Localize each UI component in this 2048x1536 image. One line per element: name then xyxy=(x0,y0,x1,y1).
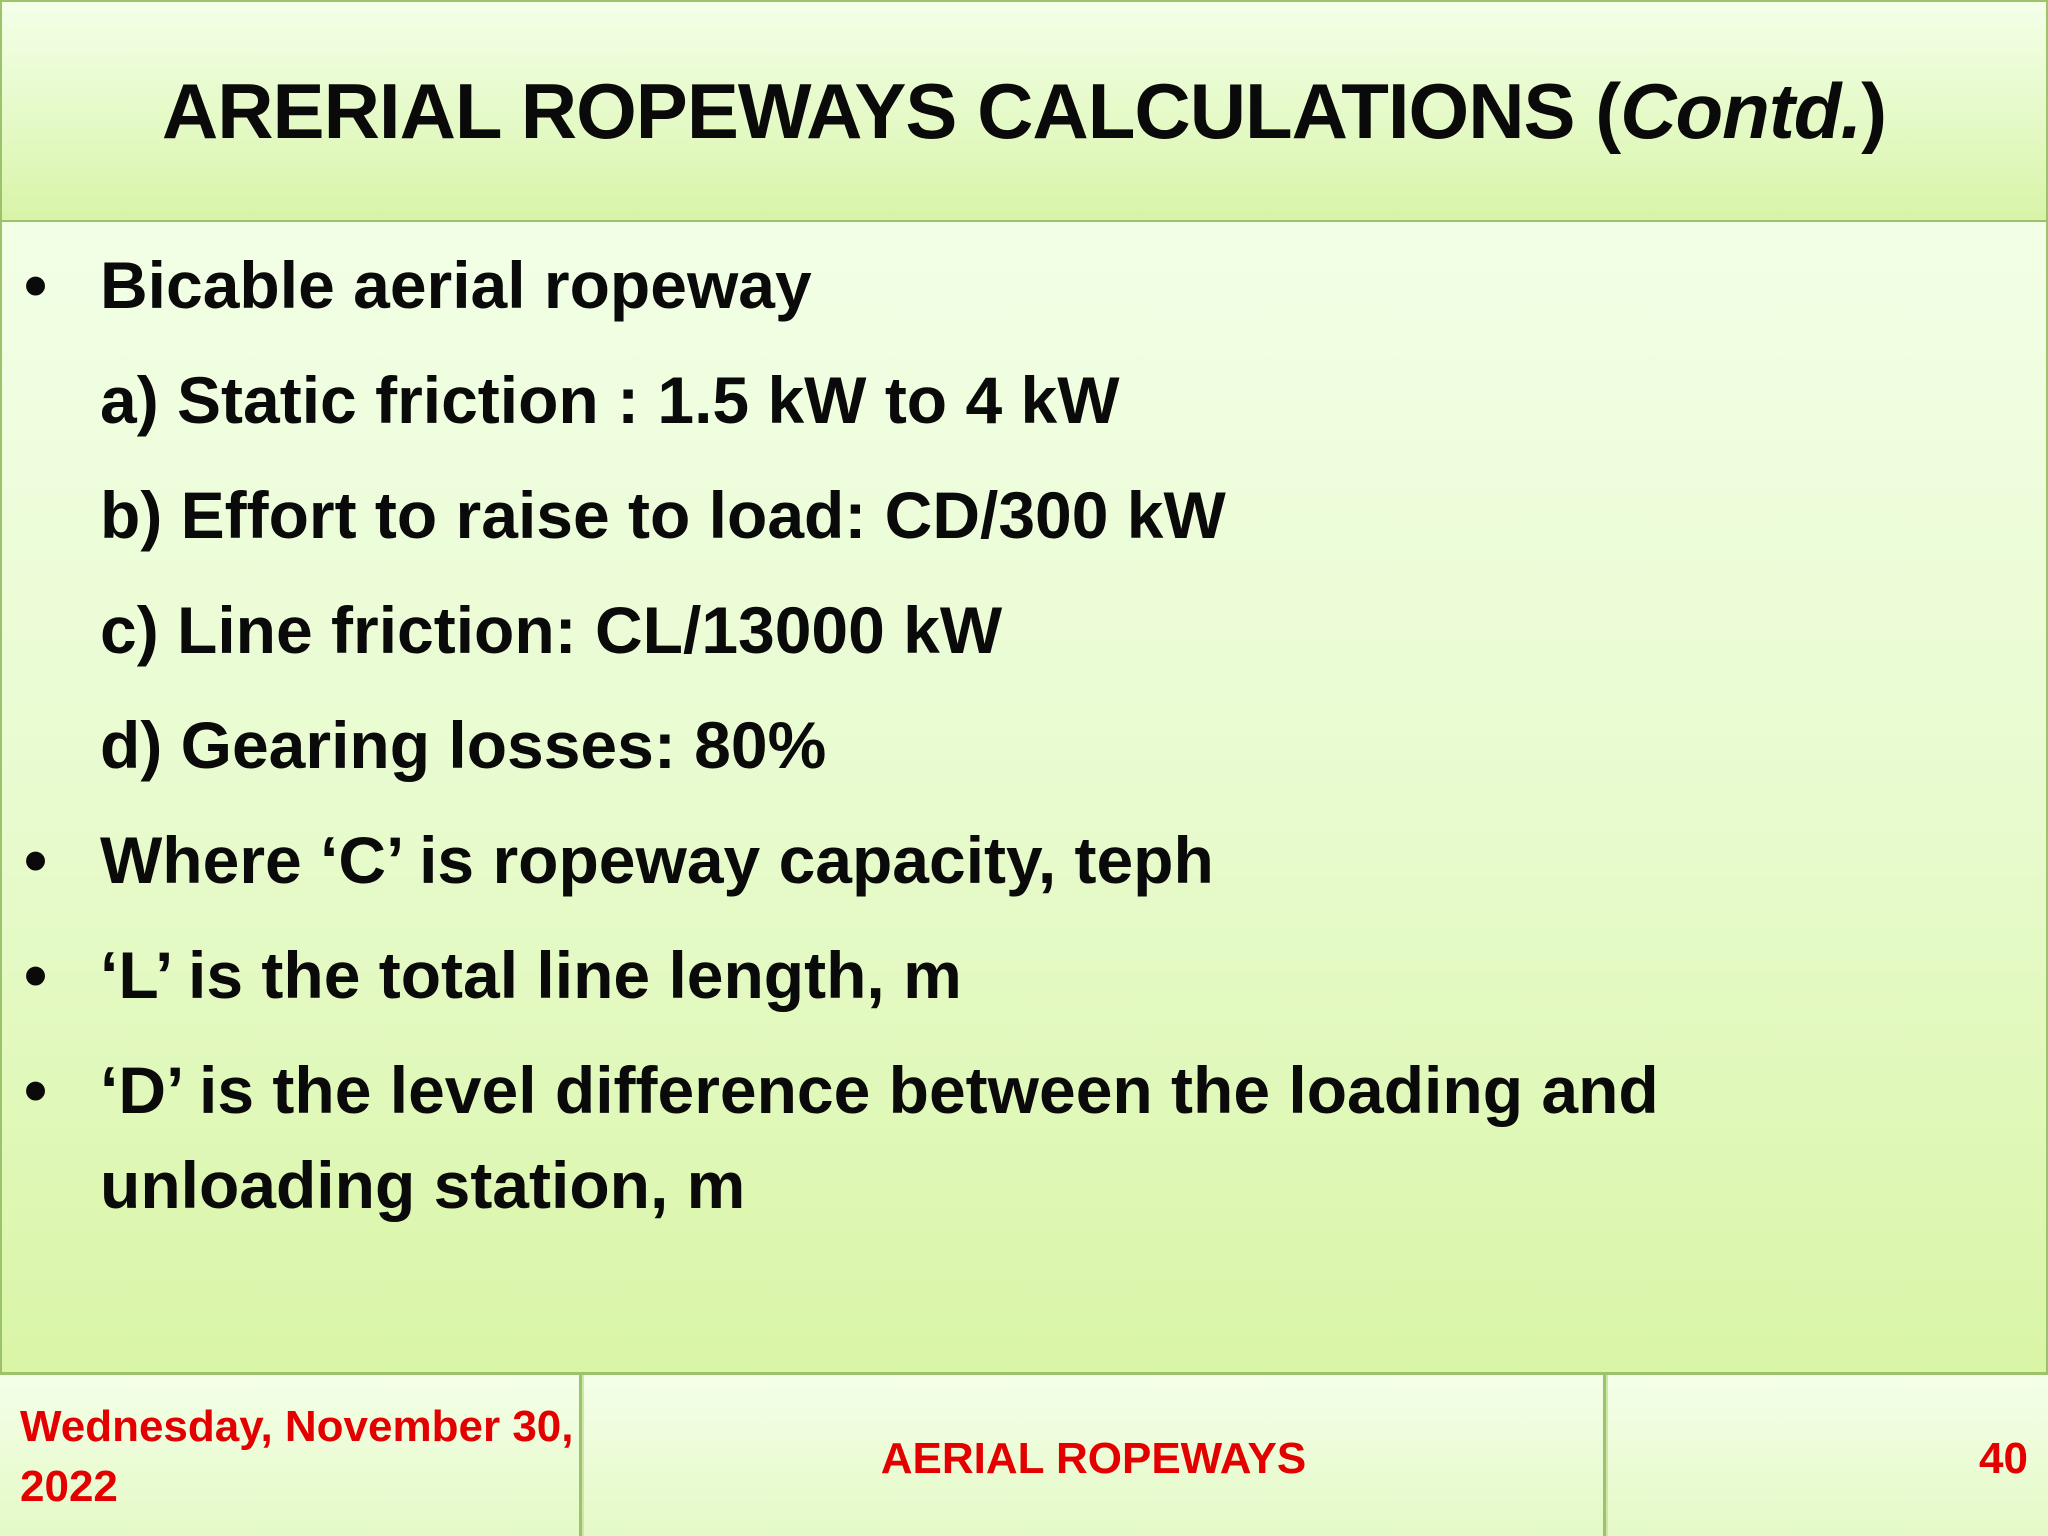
footer-title: AERIAL ROPEWAYS xyxy=(582,1375,1606,1536)
sub-item: d) Gearing losses: 80% xyxy=(100,708,827,782)
sub-item: b) Effort to raise to load: CD/300 kW xyxy=(100,478,1226,552)
footer xyxy=(0,1372,2048,1536)
content-box xyxy=(0,222,2048,1374)
slide-title-italic: Contd. xyxy=(1620,66,1862,155)
slide-title-close: ) xyxy=(1861,66,1887,155)
bullet-item: • ‘L’ is the total line length, m xyxy=(2,928,2002,1023)
slide-title xyxy=(162,66,1886,157)
footer-date: Wednesday, November 30, 2022 xyxy=(0,1375,582,1536)
page-number: 40 xyxy=(1606,1375,2048,1536)
bullet-item: • Bicable aerial ropeway xyxy=(2,238,2002,333)
bullet-item: • Where ‘C’ is ropeway capacity, teph xyxy=(2,813,2002,908)
bullet-item: • ‘D’ is the level difference between the loading and unloading station, m xyxy=(2,1043,1800,1233)
slide-title-main: ARERIAL ROPEWAYS CALCULATIONS ( xyxy=(161,66,1621,155)
sub-item: a) Static friction : 1.5 kW to 4 kW xyxy=(100,363,1120,437)
title-box xyxy=(0,0,2048,222)
sub-item: c) Line friction: CL/13000 kW xyxy=(100,593,1003,667)
bullet-list xyxy=(2,238,2002,1253)
